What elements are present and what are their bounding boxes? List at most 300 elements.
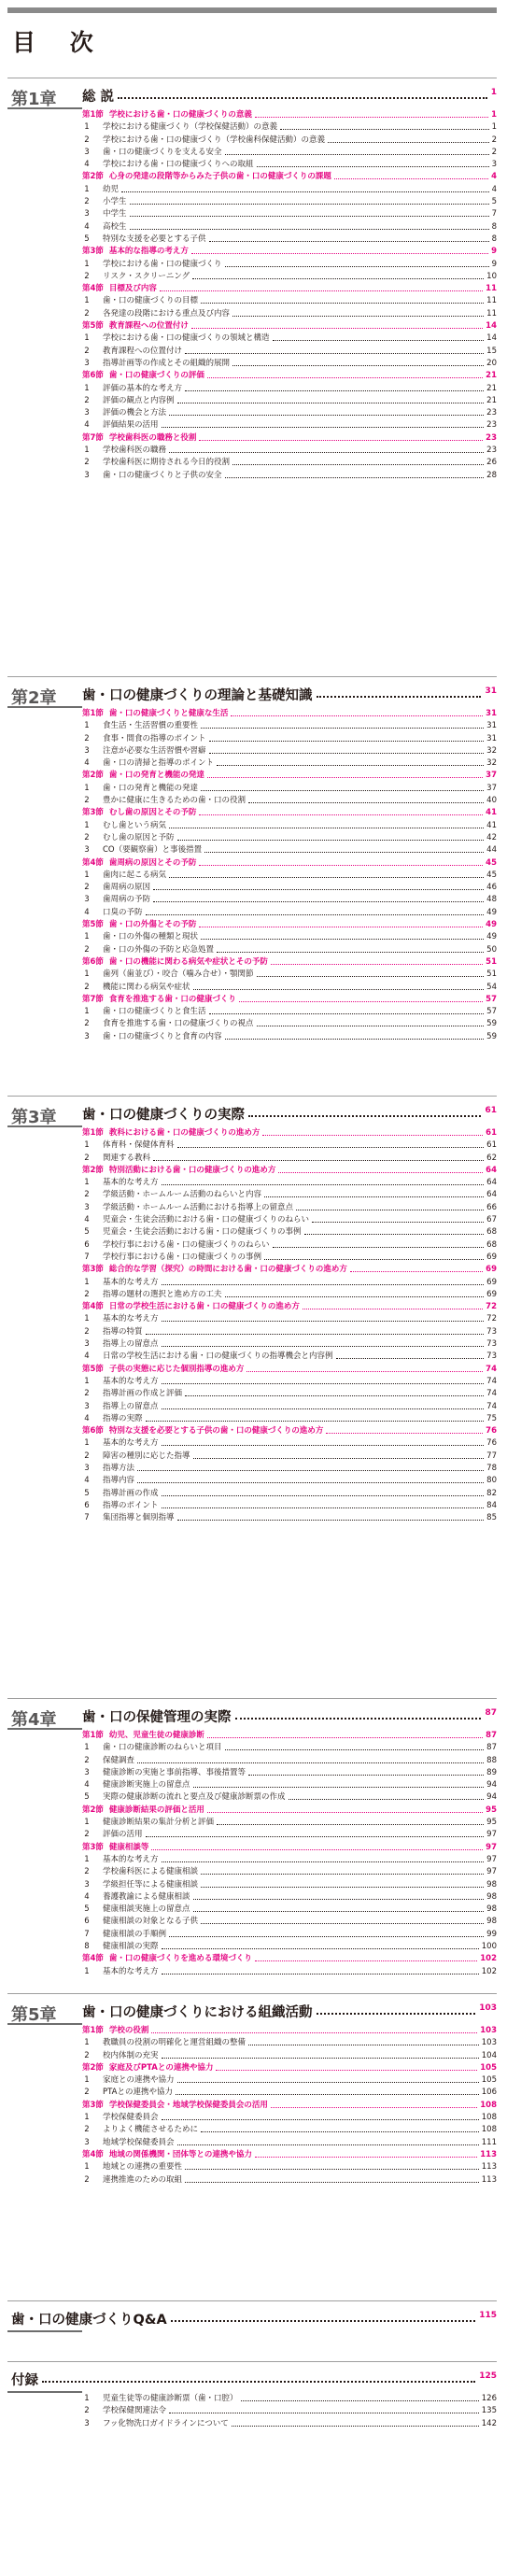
toc-item-row[interactable]	[82, 358, 497, 370]
toc-item-row[interactable]	[82, 1817, 497, 1829]
section-title: 学校の役割	[108, 2026, 149, 2035]
toc-item-row[interactable]	[82, 1413, 497, 1425]
item-number: 2	[84, 1326, 90, 1337]
item-title: 保健調査	[103, 1755, 135, 1765]
leader-dots	[193, 1911, 484, 1912]
section-number: 第2節	[82, 1165, 104, 1175]
item-title: 注意が必要な生活習慣や習癖	[103, 745, 206, 756]
item-number: 4	[84, 907, 90, 917]
toc-item-row[interactable]	[82, 720, 497, 732]
section-row[interactable]	[82, 320, 497, 333]
toc-item-row[interactable]	[82, 1854, 497, 1866]
item-page-number: 10	[486, 271, 497, 281]
toc-item-row[interactable]	[82, 1866, 497, 1878]
item-title: 指導計画の作成	[103, 1488, 159, 1498]
toc-item-row[interactable]	[82, 1451, 497, 1463]
item-page-number: 74	[486, 1376, 497, 1386]
item-title: PTAとの連携や協力	[103, 2088, 173, 2098]
leader-dots	[207, 1812, 483, 1813]
section-row[interactable]	[82, 2025, 497, 2037]
leader-dots	[264, 1196, 484, 1197]
toc-item-row[interactable]	[82, 1929, 497, 1941]
toc-item-row[interactable]	[82, 1437, 497, 1450]
item-number: 7	[84, 1252, 90, 1262]
leader-dots	[232, 365, 484, 366]
item-page-number: 8	[491, 234, 497, 244]
toc-item-row[interactable]	[82, 1401, 497, 1413]
leader-dots	[201, 303, 484, 304]
toc-item-row[interactable]	[82, 1941, 497, 1953]
leader-dots	[257, 166, 489, 167]
leader-dots	[207, 777, 483, 778]
toc-item-row[interactable]	[82, 882, 497, 894]
leader-dots	[225, 1296, 484, 1297]
toc-item-row[interactable]	[82, 1252, 497, 1264]
item-title: 集団指導と個別指導	[103, 1513, 175, 1523]
item-number: 4	[84, 221, 90, 232]
section-label	[82, 1264, 347, 1276]
leader-dots	[217, 1824, 484, 1825]
section-row[interactable]	[82, 770, 497, 782]
toc-item-row[interactable]	[82, 795, 497, 807]
section-row[interactable]	[82, 1730, 497, 1742]
item-number: 2	[84, 1289, 90, 1299]
section-row[interactable]	[82, 246, 497, 258]
toc-item-row[interactable]	[82, 894, 497, 906]
section-page-number: 97	[486, 1842, 497, 1852]
section-row[interactable]	[82, 1425, 497, 1437]
toc-item-row[interactable]	[82, 1177, 497, 1189]
section-page-number: 45	[486, 857, 497, 868]
item-title: 健康相談の手順例	[103, 1929, 167, 1939]
section-number: 第2節	[82, 2062, 104, 2073]
section-row[interactable]	[82, 807, 497, 819]
leader-dots	[255, 1960, 477, 1961]
leader-dots	[169, 1936, 484, 1937]
item-page-number: 2	[491, 147, 497, 157]
toc-item-row[interactable]	[82, 419, 497, 432]
item-page-number: 54	[486, 982, 497, 992]
toc-item-row[interactable]	[82, 1500, 497, 1512]
section-number: 第6節	[82, 1426, 104, 1437]
leader-dots	[176, 2094, 479, 2095]
item-title: 学校における歯・口の健康づくりの領域と構造	[103, 333, 270, 344]
section-row[interactable]	[82, 708, 497, 720]
section-row[interactable]	[82, 994, 497, 1006]
item-title: 指導内容	[103, 1476, 135, 1486]
item-page-number: 21	[486, 395, 497, 405]
section-row[interactable]	[82, 1127, 497, 1139]
leader-dots	[162, 1408, 484, 1409]
toc-item-row[interactable]	[82, 333, 497, 345]
toc-item-row[interactable]	[82, 1139, 497, 1152]
item-number: 1	[84, 446, 90, 456]
toc-item-row[interactable]	[82, 1214, 497, 1226]
toc-item-row[interactable]	[82, 2418, 497, 2430]
chapter-sections	[82, 2393, 497, 2430]
toc-item-row[interactable]	[82, 407, 497, 419]
section-title: 健康相談等	[108, 1842, 149, 1852]
section-row[interactable]	[82, 919, 497, 931]
chapter-heading[interactable]	[7, 680, 497, 708]
item-title: 指導の実際	[103, 1413, 143, 1423]
section-row[interactable]	[82, 857, 497, 870]
item-title: 食育を推進する歯・口の健康づくりの視点	[103, 1019, 254, 1029]
chapter-heading[interactable]	[7, 81, 497, 109]
toc-item-row[interactable]	[82, 1879, 497, 1891]
leader-dots	[328, 142, 489, 143]
item-page-number: 69	[486, 1252, 497, 1262]
item-number: 2	[84, 346, 90, 356]
toc-item-row[interactable]	[82, 969, 497, 981]
section-row[interactable]	[82, 2100, 497, 2112]
toc-item-row[interactable]	[82, 1767, 497, 1779]
item-page-number: 68	[486, 1239, 497, 1250]
toc-item-row[interactable]	[82, 1388, 497, 1400]
toc-item-row[interactable]	[82, 733, 497, 745]
item-page-number: 113	[481, 2162, 497, 2173]
section-label	[82, 1953, 252, 1965]
toc-item-row[interactable]	[82, 844, 497, 856]
section-row[interactable]	[82, 109, 497, 121]
item-page-number: 102	[481, 1966, 497, 1976]
toc-item-row[interactable]	[82, 1829, 497, 1841]
toc-item-row[interactable]	[82, 196, 497, 208]
section-row[interactable]	[82, 432, 497, 445]
toc-item-row[interactable]	[82, 259, 497, 271]
leader-dots	[232, 316, 484, 317]
section-page-number: 37	[486, 771, 497, 781]
toc-item-row[interactable]	[82, 208, 497, 220]
leader-dots	[350, 1271, 483, 1272]
section-row[interactable]	[82, 1842, 497, 1854]
item-page-number: 59	[486, 1031, 497, 1041]
section-number: 第3節	[82, 808, 104, 818]
section-label	[82, 1425, 323, 1437]
item-page-number: 74	[486, 1389, 497, 1399]
toc-item-row[interactable]	[82, 2124, 497, 2136]
toc-item-row[interactable]	[82, 2393, 497, 2405]
item-number: 4	[84, 160, 90, 170]
toc-item-row[interactable]	[82, 1202, 497, 1214]
item-title: 指導の特質	[103, 1326, 143, 1337]
leader-dots	[201, 1923, 484, 1924]
toc-item-row[interactable]	[82, 1226, 497, 1238]
chapter-sections	[82, 2025, 497, 2187]
toc-item-row[interactable]	[82, 2405, 497, 2417]
section-row[interactable]	[82, 370, 497, 382]
leader-dots	[193, 1458, 484, 1459]
section-page-number: 72	[486, 1302, 497, 1312]
item-title: 歯周病の原因	[103, 883, 151, 893]
chapter-heading[interactable]	[7, 2365, 497, 2393]
toc-item-row[interactable]	[82, 2050, 497, 2062]
item-title: 健康診断の実施と事前指導、事後措置等	[103, 1767, 246, 1777]
section-row[interactable]	[82, 1953, 497, 1965]
toc-item-row[interactable]	[82, 2087, 497, 2099]
item-title: 基本的な考え方	[103, 1178, 159, 1188]
item-title: 学校における健康づくり（学校保健活動）の意義	[103, 122, 278, 133]
item-number: 1	[84, 2113, 90, 2123]
item-title: 歯・口の健康診断のねらいと項目	[103, 1743, 222, 1753]
toc-item-row[interactable]	[82, 1338, 497, 1351]
section-title: 歯・口の健康づくりを進める環境づくり	[108, 1954, 252, 1964]
toc-item-row[interactable]	[82, 1018, 497, 1030]
item-number: 1	[84, 783, 90, 793]
item-title: 指導上の留意点	[103, 1339, 159, 1350]
toc-item-row[interactable]	[82, 1475, 497, 1487]
item-title: 学校保健関連法令	[103, 2406, 167, 2416]
item-page-number: 31	[486, 733, 497, 743]
toc-item-row[interactable]	[82, 1488, 497, 1500]
item-page-number: 84	[486, 1500, 497, 1510]
toc-item-row[interactable]	[82, 2074, 497, 2087]
leader-dots	[162, 1383, 484, 1384]
item-page-number: 4	[491, 184, 497, 194]
toc-item-row[interactable]	[82, 757, 497, 770]
toc-item-row[interactable]	[82, 1742, 497, 1754]
leader-dots	[225, 477, 484, 478]
toc-item-row[interactable]	[82, 395, 497, 407]
leader-dots	[217, 952, 484, 953]
section-row[interactable]	[82, 956, 497, 969]
toc-item-row[interactable]	[82, 870, 497, 882]
chapter-page-number: 31	[485, 686, 497, 696]
leader-dots	[162, 2119, 479, 2120]
item-title: 基本的な考え方	[103, 1966, 159, 1976]
toc-item-row[interactable]	[82, 147, 497, 159]
item-number: 1	[84, 2394, 90, 2403]
section-title: 歯・口の健康づくりの評価	[108, 371, 204, 381]
toc-item-row[interactable]	[82, 1904, 497, 1916]
toc-item-row[interactable]	[82, 159, 497, 171]
chapter-page-number: 1	[490, 88, 497, 97]
item-title: 機能に関わる病気や症状	[103, 982, 190, 992]
section-label	[82, 109, 252, 121]
item-page-number: 98	[486, 1891, 497, 1902]
chapter-label: 第5章	[11, 2005, 57, 2025]
toc-item-row[interactable]	[82, 1351, 497, 1363]
leader-dots	[177, 840, 484, 841]
leader-dots	[137, 1470, 484, 1471]
toc-item-row[interactable]	[82, 2112, 497, 2124]
item-number: 1	[84, 1277, 90, 1287]
toc-item-row[interactable]	[82, 1791, 497, 1804]
chapter-leader-dots	[42, 2381, 475, 2383]
toc-item-row[interactable]	[82, 271, 497, 283]
section-page-number: 87	[486, 1731, 497, 1740]
section-row[interactable]	[82, 283, 497, 295]
toc-item-row[interactable]	[82, 1031, 497, 1043]
section-number: 第1節	[82, 1731, 104, 1740]
leader-dots	[257, 976, 484, 977]
toc-item-row[interactable]	[82, 1153, 497, 1165]
section-title: 食育を推進する歯・口の健康づくり	[108, 994, 236, 1004]
leader-dots	[162, 427, 484, 428]
chapter-heading[interactable]	[7, 1702, 497, 1730]
section-label	[82, 994, 236, 1006]
toc-item-row[interactable]	[82, 2174, 497, 2187]
item-number: 1	[84, 1854, 90, 1864]
section-page-number: 51	[486, 956, 497, 967]
item-number: 3	[84, 845, 90, 856]
toc-item-row[interactable]	[82, 1376, 497, 1388]
item-number: 2	[84, 1830, 90, 1840]
leader-dots	[216, 2070, 477, 2071]
item-title: むし歯という病気	[103, 820, 167, 830]
chapter-heading[interactable]	[7, 2304, 497, 2332]
item-page-number: 23	[486, 446, 497, 456]
toc-item-row[interactable]	[82, 445, 497, 457]
item-title: 児童生徒等の健康診断票（歯・口腔）	[103, 2394, 238, 2403]
section-page-number: 21	[486, 371, 497, 381]
leader-dots	[185, 2182, 479, 2183]
chapter-heading[interactable]	[7, 1099, 497, 1127]
item-title: 指導計画等の作成とその組織的展開	[103, 358, 231, 368]
toc-item-row[interactable]	[82, 383, 497, 395]
item-page-number: 11	[486, 296, 497, 306]
toc-item-row[interactable]	[82, 1512, 497, 1524]
leader-dots	[162, 1948, 479, 1949]
item-page-number: 113	[481, 2174, 497, 2185]
section-row[interactable]	[82, 1165, 497, 1177]
toc-item-row[interactable]	[82, 931, 497, 943]
item-number: 3	[84, 1031, 90, 1041]
toc-item-row[interactable]	[82, 982, 497, 994]
toc-item-row[interactable]	[82, 121, 497, 134]
chapter-block	[7, 1997, 497, 2185]
toc-item-row[interactable]	[82, 1916, 497, 1928]
item-number: 4	[84, 1413, 90, 1423]
item-page-number: 76	[486, 1438, 497, 1449]
chapter-underline	[7, 2391, 82, 2393]
toc-item-row[interactable]	[82, 832, 497, 844]
toc-item-row[interactable]	[82, 1006, 497, 1018]
item-number: 2	[84, 197, 90, 207]
item-number: 3	[84, 358, 90, 368]
leader-dots	[191, 253, 488, 254]
section-label	[82, 1301, 300, 1313]
item-number: 2	[84, 1755, 90, 1765]
toc-item-row[interactable]	[82, 470, 497, 482]
toc-item-row[interactable]	[82, 295, 497, 307]
toc-item-row[interactable]	[82, 1779, 497, 1791]
chapter-title: 歯・口の健康づくりの理論と基礎知識	[82, 688, 313, 703]
toc-item-row[interactable]	[82, 907, 497, 919]
leader-dots	[130, 204, 489, 205]
toc-item-row[interactable]	[82, 221, 497, 234]
toc-item-row[interactable]	[82, 1463, 497, 1475]
item-number: 3	[84, 2137, 90, 2147]
toc-item-row[interactable]	[82, 2137, 497, 2149]
item-title: 学校における歯・口の健康づくり（学校歯科保健活動）の意義	[103, 134, 326, 145]
item-title: 実際の健康診断の流れと要点及び健康診断票の作成	[103, 1792, 286, 1803]
chapter-title: 付録	[11, 2373, 38, 2388]
leader-dots	[278, 1172, 483, 1173]
toc-item-row[interactable]	[82, 346, 497, 358]
chapter-rule	[7, 1096, 497, 1097]
toc-item-row[interactable]	[82, 1891, 497, 1904]
item-number: 4	[84, 1476, 90, 1486]
leader-dots	[201, 728, 484, 729]
item-page-number: 64	[486, 1178, 497, 1188]
leader-dots	[162, 2058, 479, 2059]
item-title: 歯・口の健康づくりと子供の安全	[103, 470, 222, 480]
item-title: 指導上の留意点	[103, 1401, 159, 1411]
toc-item-row[interactable]	[82, 1239, 497, 1252]
item-title: 歯肉に起こる病気	[103, 870, 167, 880]
section-row[interactable]	[82, 1805, 497, 1817]
toc-item-row[interactable]	[82, 308, 497, 320]
section-row[interactable]	[82, 1264, 497, 1276]
toc-item-row[interactable]	[82, 745, 497, 757]
section-number: 第4節	[82, 1954, 104, 1964]
item-number: 3	[84, 470, 90, 480]
toc-item-row[interactable]	[82, 944, 497, 956]
toc-item-row[interactable]	[82, 234, 497, 246]
item-title: 食事・間食の指導のポイント	[103, 733, 206, 743]
toc-item-row[interactable]	[82, 820, 497, 832]
item-page-number: 11	[486, 308, 497, 318]
section-row[interactable]	[82, 171, 497, 183]
item-number: 3	[84, 408, 90, 418]
section-page-number: 49	[486, 920, 497, 930]
item-title: 中学生	[103, 209, 127, 219]
item-page-number: 49	[486, 907, 497, 917]
toc-item-row[interactable]	[82, 1277, 497, 1289]
section-row[interactable]	[82, 1364, 497, 1376]
leader-dots	[146, 914, 484, 915]
toc-item-row[interactable]	[82, 1755, 497, 1767]
toc-item-row[interactable]	[82, 1289, 497, 1301]
toc-item-row[interactable]	[82, 2161, 497, 2173]
item-page-number: 100	[481, 1942, 497, 1952]
item-number: 1	[84, 1966, 90, 1976]
section-row[interactable]	[82, 1301, 497, 1313]
toc-item-row[interactable]	[82, 184, 497, 196]
item-title: 児童会・生徒会活動における歯・口の健康づくりの事例	[103, 1227, 302, 1238]
item-title: 各発達の段階における重点及び内容	[103, 308, 231, 318]
toc-item-row[interactable]	[82, 134, 497, 147]
item-number: 2	[84, 2088, 90, 2098]
toc-item-row[interactable]	[82, 457, 497, 469]
item-title: 学校歯科医に期待される今日的役割	[103, 458, 231, 468]
item-page-number: 82	[486, 1488, 497, 1498]
toc-item-row[interactable]	[82, 1189, 497, 1201]
item-number: 1	[84, 970, 90, 980]
item-number: 2	[84, 308, 90, 318]
chapter-underline	[7, 2330, 82, 2332]
section-title: 地域の関係機関・団体等との連携や協力	[108, 2149, 252, 2159]
item-title: 養護教諭による健康相談	[103, 1891, 190, 1902]
item-number: 1	[84, 1818, 90, 1828]
item-title: 基本的な考え方	[103, 1854, 159, 1864]
item-page-number: 26	[486, 458, 497, 468]
section-row[interactable]	[82, 2149, 497, 2161]
item-number: 1	[84, 184, 90, 194]
item-number: 3	[84, 1202, 90, 1212]
section-row[interactable]	[82, 2062, 497, 2074]
toc-item-row[interactable]	[82, 783, 497, 795]
section-label	[82, 1364, 244, 1376]
toc-item-row[interactable]	[82, 1326, 497, 1338]
chapter-heading[interactable]	[7, 1997, 497, 2025]
toc-item-row[interactable]	[82, 2037, 497, 2049]
toc-item-row[interactable]	[82, 1966, 497, 1978]
item-title: 障害の種別に応じた指導	[103, 1451, 190, 1461]
toc-item-row[interactable]	[82, 1313, 497, 1325]
section-title: 歯・口の発育と機能の発達	[108, 771, 204, 781]
